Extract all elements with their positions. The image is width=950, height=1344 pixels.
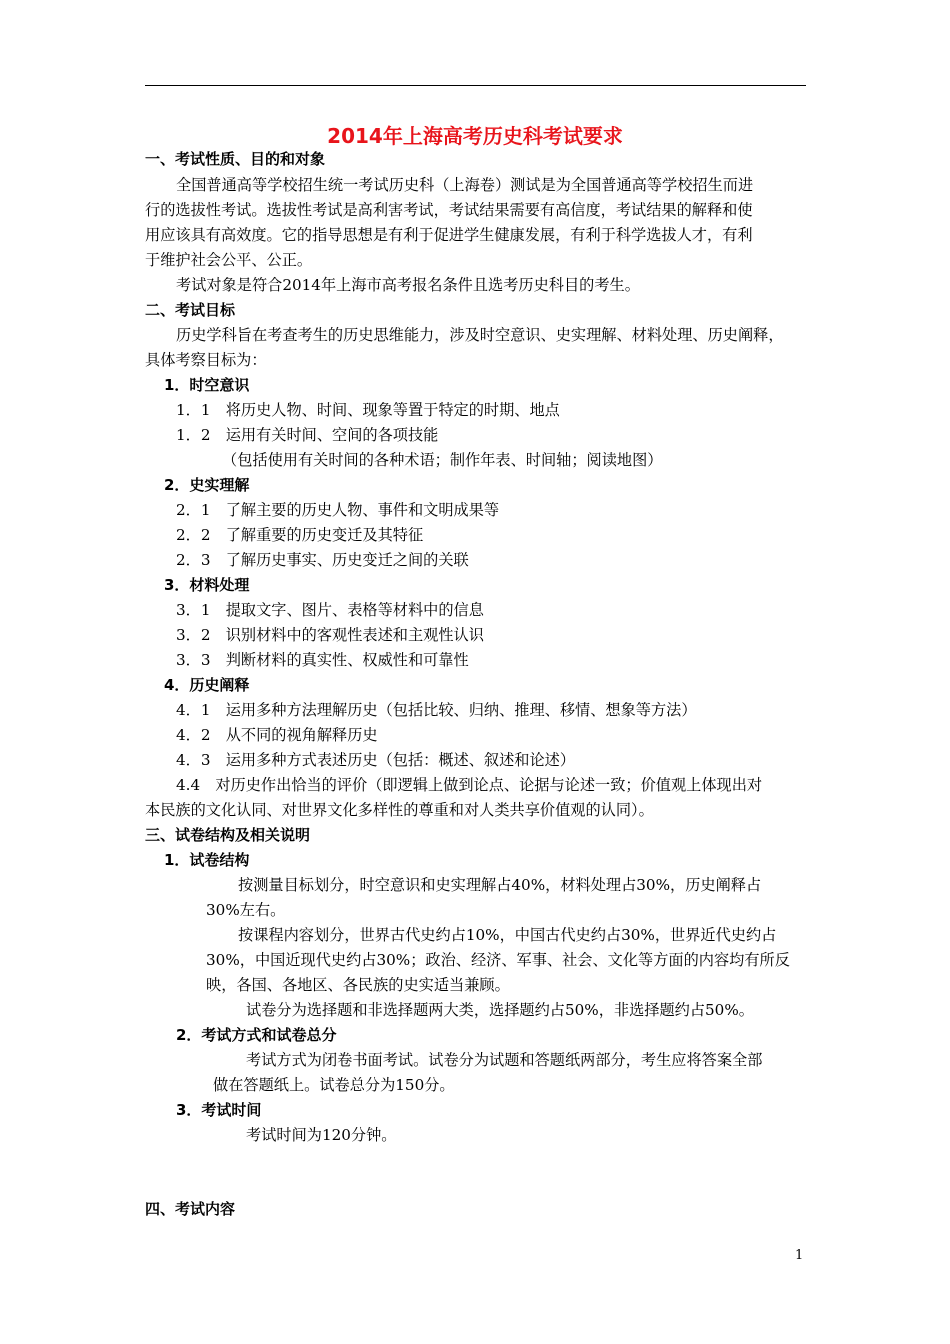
list-item: 4．2 从不同的视角解释历史 xyxy=(176,726,378,744)
page-number: 1 xyxy=(795,1248,804,1263)
paragraph-line: 于维护社会公平、公正。 xyxy=(145,251,313,269)
paragraph-line: 做在答题纸上。试卷总分为150分。 xyxy=(213,1076,455,1094)
header-rule xyxy=(145,85,806,86)
subheading: 2．史实理解 xyxy=(164,476,250,494)
paragraph-line: 30%，中国近现代史约占30%；政治、经济、军事、社会、文化等方面的内容均有所反 xyxy=(206,951,790,969)
subheading: 3．材料处理 xyxy=(164,576,250,594)
list-item: 1．2 运用有关时间、空间的各项技能 xyxy=(176,426,439,444)
section-heading-4: 四、考试内容 xyxy=(145,1200,236,1218)
list-item: 4．3 运用多种方式表述历史（包括：概述、叙述和论述） xyxy=(176,751,576,769)
section-heading-1: 一、考试性质、目的和对象 xyxy=(145,150,326,168)
list-item: 3．1 提取文字、图片、表格等材料中的信息 xyxy=(176,601,484,619)
paragraph-line: 按课程内容划分，世界古代史约占10%，中国古代史约占30%，世界近代史约占 xyxy=(238,926,777,944)
list-item: 2．3 了解历史事实、历史变迁之间的关联 xyxy=(176,551,469,569)
paragraph-line: 具体考察目标为： xyxy=(145,351,267,369)
paragraph-line: 行的选拔性考试。选拔性考试是高利害考试，考试结果需要有高信度，考试结果的解释和使 xyxy=(145,201,753,219)
paragraph-line: 全国普通高等学校招生统一考试历史科（上海卷）测试是为全国普通高等学校招生而进 xyxy=(176,176,754,194)
list-item: 2．2 了解重要的历史变迁及其特征 xyxy=(176,526,424,544)
paragraph-line: 用应该具有高效度。它的指导思想是有利于促进学生健康发展，有利于科学选拔人才，有利 xyxy=(145,226,753,244)
subheading: 4．历史阐释 xyxy=(164,676,250,694)
paragraph-line: 30%左右。 xyxy=(206,901,286,919)
paragraph-line: 按测量目标划分，时空意识和史实理解占40%，材料处理占30%，历史阐释占 xyxy=(238,876,762,894)
list-item: 1．1 将历史人物、时间、现象等置于特定的时期、地点 xyxy=(176,401,560,419)
paragraph-line: 映，各国、各地区、各民族的史实适当兼顾。 xyxy=(206,976,510,994)
paragraph-line: 考试对象是符合2014年上海市高考报名条件且选考历史科目的考生。 xyxy=(176,276,640,294)
list-item: 4.4 对历史作出恰当的评价（即逻辑上做到论点、论据与论述一致；价值观上体现出对 xyxy=(176,776,763,794)
paragraph-line: 考试方式为闭卷书面考试。试卷分为试题和答题纸两部分，考生应将答案全部 xyxy=(246,1051,763,1069)
paragraph-line: 考试时间为120分钟。 xyxy=(246,1126,397,1144)
page-title: 2014年上海高考历史科考试要求 xyxy=(327,124,623,148)
section-heading-2: 二、考试目标 xyxy=(145,301,236,319)
list-item: 2．1 了解主要的历史人物、事件和文明成果等 xyxy=(176,501,500,519)
paragraph-line: 试卷分为选择题和非选择题两大类，选择题约占50%，非选择题约占50%。 xyxy=(246,1001,754,1019)
list-item-note: （包括使用有关时间的各种术语；制作年表、时间轴；阅读地图） xyxy=(222,451,663,469)
subheading: 1．时空意识 xyxy=(164,376,250,394)
list-item: 4．1 运用多种方法理解历史（包括比较、归纳、推理、移情、想象等方法） xyxy=(176,701,697,719)
subheading: 3．考试时间 xyxy=(176,1101,262,1119)
section-heading-3: 三、试卷结构及相关说明 xyxy=(145,826,311,844)
subheading: 2．考试方式和试卷总分 xyxy=(176,1026,337,1044)
subheading: 1．试卷结构 xyxy=(164,851,250,869)
paragraph-line: 历史学科旨在考查考生的历史思维能力，涉及时空意识、史实理解、材料处理、历史阐释， xyxy=(176,326,784,344)
list-item: 3．2 识别材料中的客观性表述和主观性认识 xyxy=(176,626,484,644)
list-item-continuation: 本民族的文化认同、对世界文化多样性的尊重和对人类共享价值观的认同）。 xyxy=(145,801,654,819)
list-item: 3．3 判断材料的真实性、权威性和可靠性 xyxy=(176,651,469,669)
